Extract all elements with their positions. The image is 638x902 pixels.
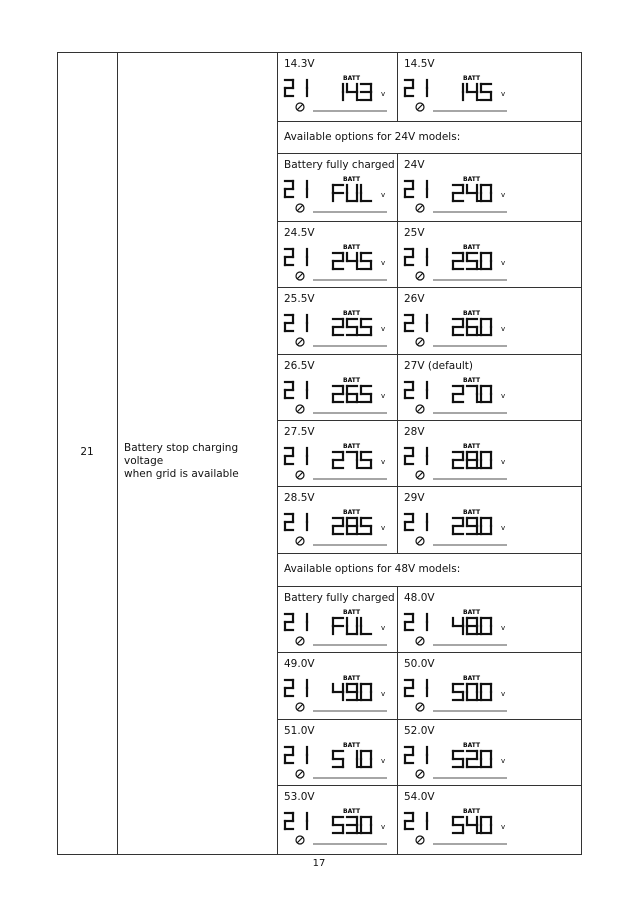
- svg-text:v: v: [501, 392, 506, 400]
- option-cell: [277, 153, 397, 221]
- lcd-display: [403, 74, 513, 114]
- option-cell: [397, 719, 581, 785]
- svg-text:BATT: BATT: [463, 742, 481, 749]
- svg-text:BATT: BATT: [343, 75, 361, 82]
- option-cell: [397, 420, 581, 486]
- svg-text:BATT: BATT: [343, 609, 361, 616]
- lcd-display: [283, 74, 393, 114]
- lcd-display: [403, 376, 513, 416]
- svg-text:v: v: [381, 392, 386, 400]
- lcd-display-icon: [283, 74, 393, 114]
- lcd-display: [283, 376, 393, 416]
- lcd-display-icon: [283, 741, 393, 781]
- svg-text:v: v: [501, 259, 506, 267]
- lcd-display-icon: [403, 674, 513, 714]
- lcd-display: [403, 243, 513, 283]
- option-label: 27.5V: [284, 426, 315, 438]
- option-label: 28.5V: [284, 492, 315, 504]
- cell-divider: [397, 52, 398, 121]
- row-divider: [277, 719, 581, 720]
- lcd-display-icon: [403, 376, 513, 416]
- option-label: 24.5V: [284, 227, 315, 239]
- option-label: Battery fully charged: [284, 592, 395, 604]
- svg-text:BATT: BATT: [463, 443, 481, 450]
- svg-text:v: v: [501, 191, 506, 199]
- svg-text:v: v: [381, 690, 386, 698]
- lcd-display-icon: [403, 74, 513, 114]
- svg-text:v: v: [381, 191, 386, 199]
- svg-text:BATT: BATT: [463, 609, 481, 616]
- option-label: 14.3V: [284, 58, 315, 70]
- lcd-display: [283, 442, 393, 482]
- parameter-description: [124, 442, 274, 481]
- option-cell: [277, 221, 397, 287]
- option-cell: [397, 221, 581, 287]
- svg-text:v: v: [501, 524, 506, 532]
- lcd-display-icon: [403, 807, 513, 847]
- svg-text:v: v: [381, 259, 386, 267]
- lcd-display: [283, 741, 393, 781]
- option-label: 29V: [404, 492, 425, 504]
- svg-text:BATT: BATT: [343, 176, 361, 183]
- option-cell: [397, 652, 581, 719]
- svg-text:BATT: BATT: [343, 509, 361, 516]
- option-label: 28V: [404, 426, 425, 438]
- option-label: Battery fully charged: [284, 159, 395, 171]
- svg-text:BATT: BATT: [463, 310, 481, 317]
- row-divider: [277, 121, 581, 122]
- row-divider: [277, 586, 581, 587]
- lcd-display-icon: [403, 309, 513, 349]
- lcd-display-icon: [283, 508, 393, 548]
- lcd-display-icon: [403, 508, 513, 548]
- svg-text:v: v: [381, 624, 386, 632]
- lcd-display: [283, 608, 393, 648]
- option-label: 26V: [404, 293, 425, 305]
- lcd-display: [403, 608, 513, 648]
- option-label: 48.0V: [404, 592, 435, 604]
- svg-text:BATT: BATT: [343, 244, 361, 251]
- lcd-display: [283, 309, 393, 349]
- cell-divider: [397, 287, 398, 354]
- cell-divider: [397, 486, 398, 553]
- option-label: 49.0V: [284, 658, 315, 670]
- lcd-display-icon: [283, 807, 393, 847]
- row-divider: [277, 153, 581, 154]
- svg-text:BATT: BATT: [463, 509, 481, 516]
- svg-text:BATT: BATT: [463, 808, 481, 815]
- lcd-display: [283, 243, 393, 283]
- svg-text:v: v: [501, 690, 506, 698]
- cell-divider: [397, 785, 398, 855]
- description-line: when grid is available: [124, 468, 239, 480]
- lcd-display: [403, 508, 513, 548]
- row-divider: [277, 354, 581, 355]
- svg-text:BATT: BATT: [463, 176, 481, 183]
- lcd-display: [403, 807, 513, 847]
- option-label: 14.5V: [404, 58, 435, 70]
- option-cell: [397, 287, 581, 354]
- svg-text:v: v: [381, 458, 386, 466]
- option-cell: [277, 652, 397, 719]
- svg-text:BATT: BATT: [343, 310, 361, 317]
- cell-divider: [397, 652, 398, 719]
- lcd-display-icon: [403, 442, 513, 482]
- option-cell: [397, 486, 581, 553]
- cell-divider: [397, 221, 398, 287]
- option-label: 52.0V: [404, 725, 435, 737]
- cell-divider: [397, 586, 398, 652]
- lcd-display: [403, 175, 513, 215]
- option-cell: [397, 52, 581, 121]
- lcd-display-icon: [283, 674, 393, 714]
- option-cell: [397, 586, 581, 652]
- settings-table: [57, 52, 582, 855]
- option-label: 25.5V: [284, 293, 315, 305]
- option-cell: [277, 586, 397, 652]
- row-divider: [277, 785, 581, 786]
- option-cell: [277, 287, 397, 354]
- option-label: 50.0V: [404, 658, 435, 670]
- option-label: 54.0V: [404, 791, 435, 803]
- row-divider: [277, 420, 581, 421]
- svg-text:BATT: BATT: [343, 443, 361, 450]
- lcd-display-icon: [283, 442, 393, 482]
- option-cell: [277, 354, 397, 420]
- option-label: 24V: [404, 159, 425, 171]
- svg-text:BATT: BATT: [463, 377, 481, 384]
- lcd-display-icon: [283, 175, 393, 215]
- lcd-display: [283, 508, 393, 548]
- svg-text:v: v: [381, 823, 386, 831]
- svg-text:v: v: [501, 458, 506, 466]
- option-cell: [397, 354, 581, 420]
- svg-text:BATT: BATT: [463, 75, 481, 82]
- lcd-display: [283, 175, 393, 215]
- page-number: 17: [312, 858, 326, 869]
- description-line: Battery stop charging voltage: [124, 442, 239, 467]
- svg-text:v: v: [501, 90, 506, 98]
- models-section-header: Available options for 24V models:: [284, 131, 461, 143]
- option-cell: [397, 153, 581, 221]
- lcd-display: [403, 442, 513, 482]
- row-divider: [277, 287, 581, 288]
- option-cell: [277, 52, 397, 121]
- cell-divider: [397, 719, 398, 785]
- lcd-display-icon: [403, 608, 513, 648]
- svg-text:BATT: BATT: [343, 377, 361, 384]
- option-cell: [277, 785, 397, 855]
- svg-text:BATT: BATT: [343, 675, 361, 682]
- row-divider: [277, 486, 581, 487]
- lcd-display-icon: [283, 309, 393, 349]
- svg-text:v: v: [381, 90, 386, 98]
- lcd-display-icon: [283, 243, 393, 283]
- svg-text:v: v: [381, 325, 386, 333]
- lcd-display-icon: [403, 175, 513, 215]
- svg-text:BATT: BATT: [463, 675, 481, 682]
- lcd-display-icon: [283, 608, 393, 648]
- lcd-display: [283, 674, 393, 714]
- option-cell: [277, 420, 397, 486]
- option-label: 26.5V: [284, 360, 315, 372]
- svg-text:v: v: [501, 823, 506, 831]
- cell-divider: [397, 420, 398, 486]
- svg-text:BATT: BATT: [343, 808, 361, 815]
- svg-text:v: v: [501, 325, 506, 333]
- svg-text:v: v: [501, 624, 506, 632]
- svg-text:v: v: [381, 757, 386, 765]
- row-divider: [277, 553, 581, 554]
- svg-text:v: v: [381, 524, 386, 532]
- lcd-display: [403, 741, 513, 781]
- option-label: 53.0V: [284, 791, 315, 803]
- lcd-display: [403, 309, 513, 349]
- lcd-display-icon: [283, 376, 393, 416]
- row-divider: [277, 221, 581, 222]
- svg-text:BATT: BATT: [343, 742, 361, 749]
- cell-divider: [397, 153, 398, 221]
- cell-divider: [397, 354, 398, 420]
- option-cell: [277, 486, 397, 553]
- option-label: 25V: [404, 227, 425, 239]
- lcd-display: [403, 674, 513, 714]
- row-divider: [277, 652, 581, 653]
- parameter-number: 21: [80, 446, 94, 458]
- lcd-display: [283, 807, 393, 847]
- option-cell: [277, 719, 397, 785]
- option-cell: [397, 785, 581, 855]
- models-section-header: Available options for 48V models:: [284, 563, 461, 575]
- svg-text:v: v: [501, 757, 506, 765]
- option-label: 51.0V: [284, 725, 315, 737]
- lcd-display-icon: [403, 243, 513, 283]
- option-label: 27V (default): [404, 360, 474, 372]
- lcd-display-icon: [403, 741, 513, 781]
- column-divider: [117, 52, 118, 855]
- svg-text:BATT: BATT: [463, 244, 481, 251]
